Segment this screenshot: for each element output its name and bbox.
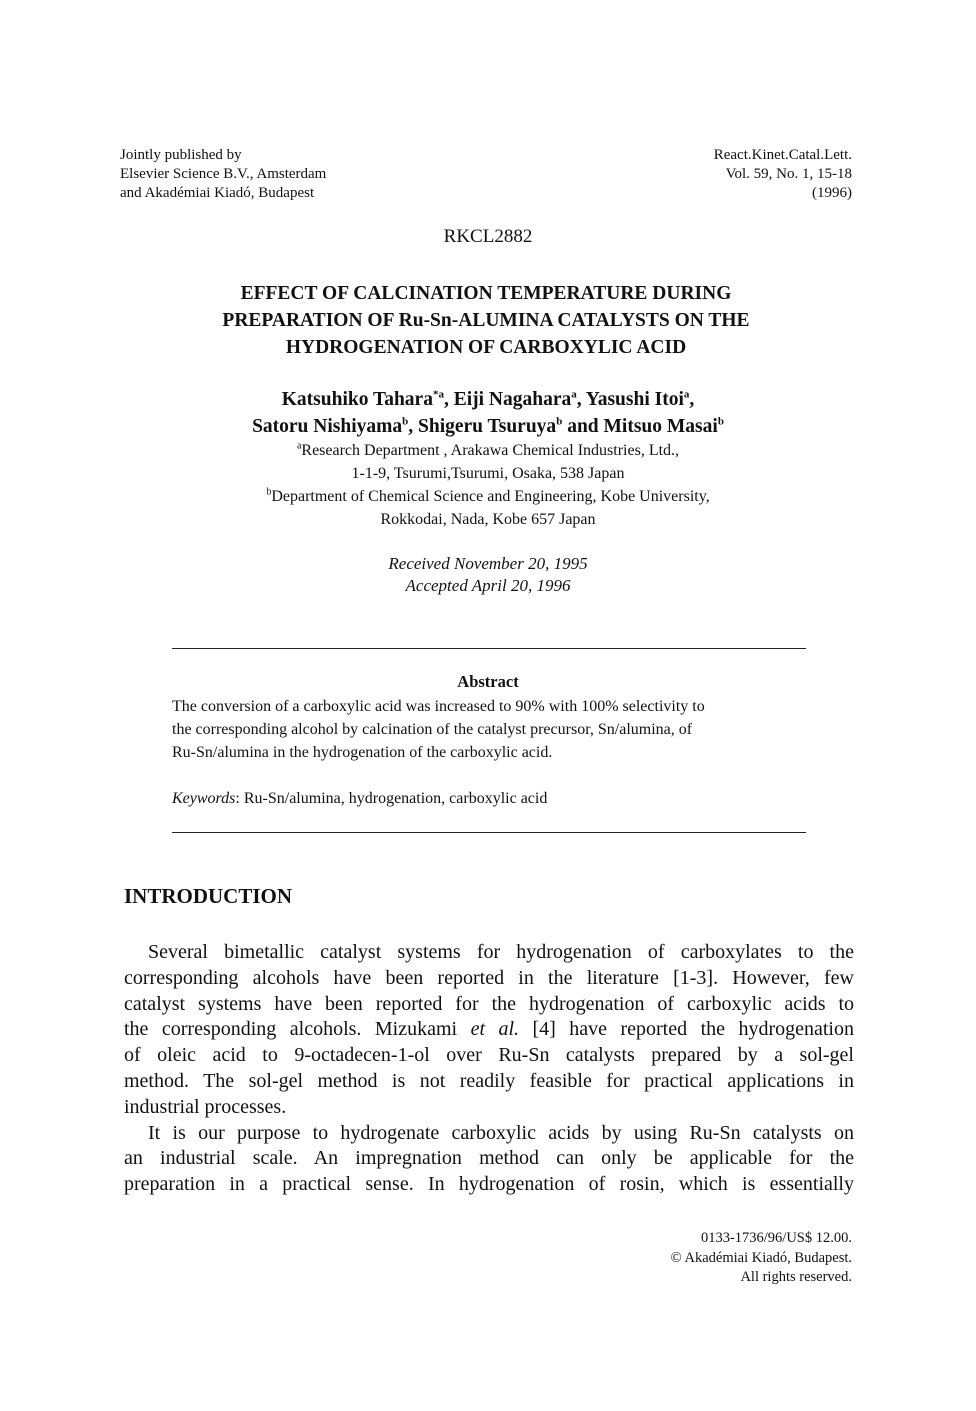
copyright-line: © Akadémiai Kiadó, Budapest. xyxy=(670,1249,852,1266)
author-separator: , xyxy=(408,416,418,437)
abstract-body xyxy=(172,695,812,764)
article-dates xyxy=(0,553,976,597)
text-line: preparation in a practical sense. In hydrogenation of rosin, which is essentially xyxy=(124,1173,854,1196)
author-list xyxy=(100,386,876,440)
article-code: RKCL2882 xyxy=(443,226,533,247)
abstract-line: The conversion of a carboxylic acid was increased to 90% with 100% selectivity to xyxy=(172,698,705,715)
text-span: [4] have reported the hydrogenation xyxy=(519,1018,854,1041)
text-line: method. The sol-gel method is not readily feasible for practical applications in xyxy=(124,1069,854,1092)
journal-citation xyxy=(552,146,852,203)
rights-line: All rights reserved. xyxy=(740,1269,852,1285)
text-line: corresponding alcohols have been reported in the literature [1-3]. However, few xyxy=(124,966,854,989)
affil-text: Research Department , Arakawa Chemical Industries, Ltd., xyxy=(301,442,680,459)
divider-top xyxy=(172,648,806,649)
paper-title xyxy=(120,280,852,361)
received-date: Received November 20, 1995 xyxy=(388,554,588,573)
affil-text: Department of Chemical Science and Engineering, Kobe University, xyxy=(271,488,710,505)
author-separator: , xyxy=(576,389,586,410)
publisher-line: Elsevier Science B.V., Amsterdam xyxy=(120,166,327,182)
affiliation-a-line2: 1-1-9, Tsurumi,Tsurumi, Osaka, 538 Japan xyxy=(351,465,625,482)
text-line: catalyst systems have been reported for the hydrogenation of carboxylic acids to xyxy=(124,992,854,1015)
affil-mark: a xyxy=(296,440,302,452)
author-affil-mark: b xyxy=(717,415,724,428)
divider-bottom xyxy=(172,832,806,833)
author-separator: , xyxy=(689,389,695,410)
author-name: Eiji Nagahara xyxy=(453,389,572,410)
author-separator: and xyxy=(562,416,604,437)
publisher-line: Jointly published by xyxy=(120,147,242,163)
author-separator: , xyxy=(443,389,454,410)
et-al: et al. xyxy=(470,1018,520,1041)
author-affil-mark: b xyxy=(402,415,409,428)
author-name: Yasushi Itoi xyxy=(585,389,684,410)
author-affil-mark: a xyxy=(571,388,577,401)
abstract-heading: Abstract xyxy=(457,672,519,691)
author-name: Mitsuo Masai xyxy=(603,416,718,437)
author-affil-mark: b xyxy=(556,415,563,428)
affiliation-b-line1 xyxy=(100,485,876,508)
publisher-line: and Akadémiai Kiadó, Budapest xyxy=(120,185,315,201)
text-line: It is our purpose to hydrogenate carboxylic acids by using Ru-Sn catalysts on xyxy=(148,1121,854,1144)
author-name: Satoru Nishiyama xyxy=(252,416,403,437)
journal-line: React.Kinet.Catal.Lett. xyxy=(713,147,852,163)
accepted-date: Accepted April 20, 1996 xyxy=(405,576,571,595)
keywords-colon: : xyxy=(235,790,240,807)
affiliation-b-line2: Rokkodai, Nada, Kobe 657 Japan xyxy=(380,511,596,528)
author-line-1 xyxy=(100,386,876,413)
text-line: of oleic acid to 9-octadecen-1-ol over Ru-Sn catalysts prepared by a sol-gel xyxy=(124,1044,854,1067)
affiliation-a-line1 xyxy=(100,439,876,462)
text-line xyxy=(124,1017,854,1043)
affil-mark: b xyxy=(266,486,272,498)
title-line: PREPARATION OF Ru-Sn-ALUMINA CATALYSTS ON THE xyxy=(222,310,750,331)
abstract-line: the corresponding alcohol by calcination of the catalyst precursor, Sn/alumina, of xyxy=(172,721,693,738)
affiliations xyxy=(100,439,876,531)
author-affil-mark: *a xyxy=(432,388,444,401)
text-line: an industrial scale. An impregnation method can only be applicable for the xyxy=(124,1147,854,1170)
abstract-line: Ru-Sn/alumina in the hydrogenation of the carboxylic acid. xyxy=(172,744,553,761)
price-code: 0133-1736/96/US$ 12.00. xyxy=(700,1230,852,1246)
title-line: EFFECT OF CALCINATION TEMPERATURE DURING xyxy=(240,283,732,304)
author-name: Katsuhiko Tahara xyxy=(281,389,433,410)
journal-line: Vol. 59, No. 1, 15-18 xyxy=(725,166,852,182)
author-name: Shigeru Tsuruya xyxy=(418,416,557,437)
text-span: the corresponding alcohols. Mizukami xyxy=(124,1018,471,1041)
keywords-label: Keywords xyxy=(172,790,236,807)
title-line: HYDROGENATION OF CARBOXYLIC ACID xyxy=(285,337,687,358)
keywords xyxy=(172,788,812,810)
author-line-2 xyxy=(100,413,876,440)
journal-line: (1996) xyxy=(812,185,852,201)
keywords-list: Ru-Sn/alumina, hydrogenation, carboxylic acid xyxy=(239,790,548,807)
introduction-body xyxy=(124,940,854,1198)
author-affil-mark: a xyxy=(683,388,690,401)
text-line: industrial processes. xyxy=(124,1095,287,1118)
text-line: Several bimetallic catalyst systems for hydrogenation of carboxylates to the xyxy=(148,941,854,963)
section-heading: INTRODUCTION xyxy=(124,884,293,908)
copyright-block xyxy=(552,1229,852,1288)
publisher-block xyxy=(120,146,480,203)
